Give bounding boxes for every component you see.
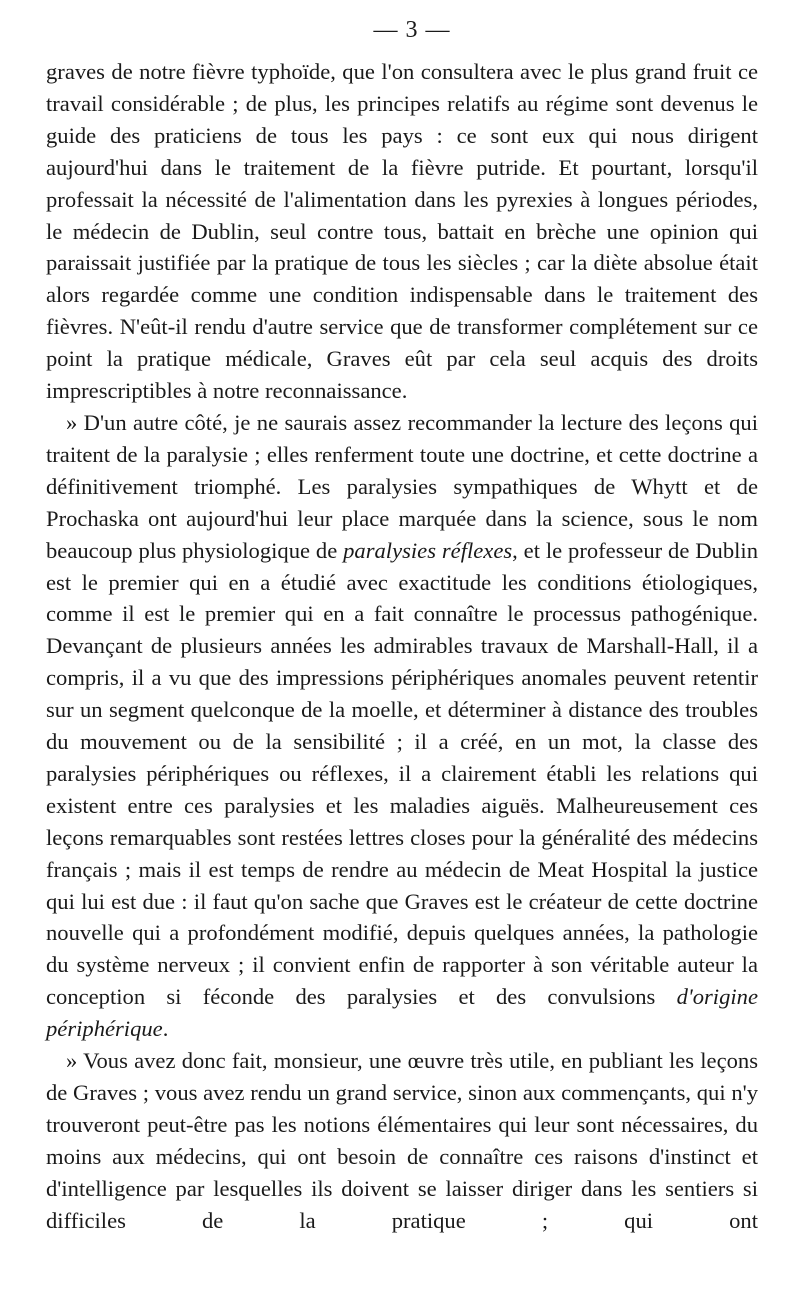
paragraph-oeuvre-utile (46, 1045, 758, 1236)
paragraph-text: » D'un autre côté, je ne saurais assez recommander la lecture des leçons qui traitent de la paralysie ; elles renferment toute une doctrine, et cette doctrine a définitivement triomphé. Les paralysies sympathiques de Whytt et de Prochaska ont aujourd'hui leur place marquée dans la science, sous le nom beaucoup plus physiologique de (46, 409, 758, 563)
document-page (46, 14, 758, 1237)
page-number: — 3 — (373, 17, 451, 43)
paragraph-graves-typhoid (46, 56, 758, 407)
paragraph-paralysie (46, 407, 758, 1045)
paragraph-text: , et le professeur de Dublin est le premier qui en a étudié avec exactitude les conditions étiologiques, comme il est le premier qui en a fait connaître le processus pathogénique. Devançant de plusieurs années les admirables travaux de Marshall-Hall, il a compris, il a vu que des impressions périphériques anomales peuvent retentir sur un segment quelconque de la moelle, et déterminer à distance des troubles du mouvement ou de la sensibilité ; il a créé, en un mot, la classe des paralysies périphériques ou réflexes, il a clairement établi les relations qui existent entre ces paralysies et les maladies aiguës. Malheureusement ces leçons remarquables sont restées lettres closes pour la généralité des médecins français ; mais il est temps de rendre au médecin de Meat Hospital la justice qui lui est due : il faut qu'on sache que Graves est le créateur de cette doctrine nouvelle qui a profondément modifié, depuis quelques années, la pathologie du système nerveux ; il convient enfin de rapporter à son véritable auteur la conception si féconde des paralysies et des convulsions (46, 537, 758, 1010)
italic-term-paralysies-reflexes: paralysies réflexes (343, 537, 513, 563)
italic-term-origine-peripherique: d'origine périphérique (46, 984, 758, 1042)
paragraph-text: . (162, 1016, 169, 1042)
paragraph-text: » Vous avez donc fait, monsieur, une œuvre très utile, en publiant les leçons de Graves ; vous avez rendu un grand service, sinon aux commençants, qui n'y trouveront peut-être pas les notions élémentaires qui leur sont nécessaires, du moins aux médecins, qui ont besoin de connaître ces raisons d'instinct et d'intelligence par lesquelles ils doivent se laisser diriger dans les sentiers si difficiles de la pratique ; qui ont (46, 1048, 758, 1233)
paragraph-text: graves de notre fièvre typhoïde, que l'on consultera avec le plus grand fruit ce travail considérable ; de plus, les principes relatifs au régime sont devenus le guide des praticiens de tous les pays : ce sont eux qui nous dirigent aujourd'hui dans le traitement de la fièvre putride. Et pourtant, lorsqu'il professait la nécessité de l'alimentation dans les pyrexies à longues périodes, le médecin de Dublin, seul contre tous, battait en brèche une opinion qui paraissait justifiée par la pratique de tous les siècles ; car la diète absolue était alors regardée comme une condition indispensable dans le traitement des fièvres. N'eût-il rendu d'autre service que de transformer complétement sur ce point la pratique médicale, Graves eût par cela seul acquis des droits imprescriptibles à notre reconnaissance. (46, 59, 758, 404)
